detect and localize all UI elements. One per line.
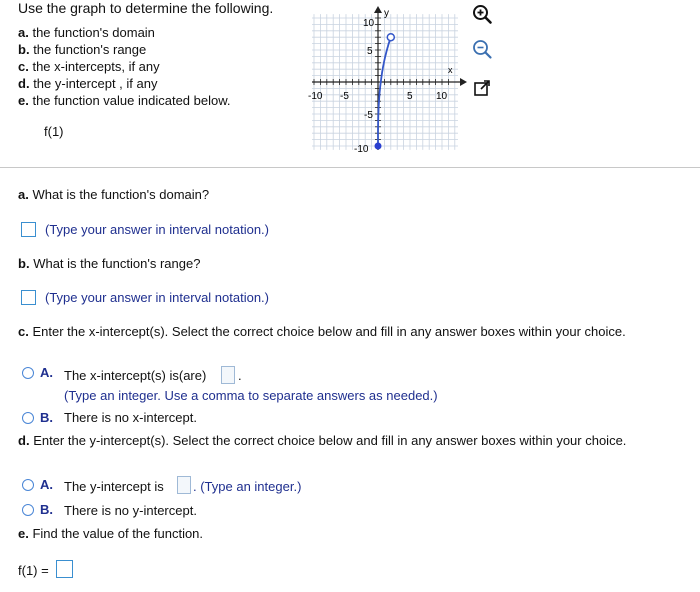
domain-hint: (Type your answer in interval notation.) [45,222,269,237]
y-intercept-hint-text: . (Type an integer.) [193,479,302,494]
question-text: What is the function's range? [33,256,201,271]
x-intercept-option-b-radio[interactable] [22,412,34,424]
option-letter: A. [40,477,53,492]
option-letter: B. [40,410,53,425]
x-tick-label-10: 10 [436,91,448,102]
domain-answer-box[interactable] [21,222,36,237]
y-intercept-option-b-text: There is no y-intercept. [64,503,197,518]
zoom-in-icon [471,3,493,25]
zoom-in-button[interactable] [471,3,493,25]
question-letter: b. [18,256,30,271]
y-intercept-hint [193,479,301,495]
y-intercept-option-b-radio[interactable] [22,504,34,516]
range-hint: (Type your answer in interval notation.) [45,290,269,305]
function-value-label: f(1) [44,124,64,139]
task-text: the x-intercepts, if any [32,59,160,74]
x-intercept-hint: (Type an integer. Use a comma to separate answers as needed.) [64,388,438,403]
question-text: What is the function's domain? [32,187,210,202]
y-tick-label-neg10: -10 [354,144,369,155]
question-letter: d. [18,433,30,448]
task-letter: d. [18,76,30,91]
x-tick-label-5: 5 [407,91,413,102]
y-intercept-answer-box[interactable] [177,476,191,494]
range-answer-box[interactable] [21,290,36,305]
zoom-out-button[interactable] [471,38,493,60]
task-text: the function's domain [32,25,155,40]
task-c [18,59,160,75]
option-letter: B. [40,502,53,517]
y-axis-label: y [384,8,389,19]
task-e [18,93,231,109]
function-graph [308,6,468,160]
question-text: Find the value of the function. [32,526,204,541]
x-intercept-answer-box[interactable] [221,366,235,384]
question-b [18,256,200,272]
option-period: . [238,368,242,383]
popout-button[interactable] [471,78,493,100]
divider [0,167,700,168]
task-letter: c. [18,59,29,74]
question-letter: e. [18,526,29,541]
x-intercept-option-a-radio[interactable] [22,367,34,379]
question-a [18,187,209,203]
closed-endpoint [375,143,382,150]
task-b [18,42,146,58]
question-text: Enter the y-intercept(s). Select the correct choice below and fill in any answer boxes within your choice. [33,433,627,448]
question-e [18,526,203,542]
instruction-text: Use the graph to determine the following. [18,0,274,16]
question-text: Enter the x-intercept(s). Select the correct choice below and fill in any answer boxes within your choice. [32,324,626,339]
x-axis-label: x [448,65,453,75]
task-letter: e. [18,93,29,108]
task-letter: a. [18,25,29,40]
question-c [18,324,626,340]
open-endpoint [387,34,394,41]
task-text: the y-intercept , if any [33,76,158,91]
task-letter: b. [18,42,30,57]
x-tick-label-neg10: -10 [308,91,323,102]
option-letter: A. [40,365,53,380]
x-intercept-option-a-text: The x-intercept(s) is(are) [64,368,207,383]
y-tick-label-10: 10 [363,18,375,29]
y-intercept-option-a-radio[interactable] [22,479,34,491]
y-tick-label-5: 5 [367,46,373,57]
task-text: the function value indicated below. [32,93,231,108]
x-tick-label-neg5: -5 [340,91,349,102]
zoom-out-icon [471,38,493,60]
question-letter: a. [18,187,29,202]
y-intercept-option-a-text: The y-intercept is [64,479,164,494]
task-text: the function's range [33,42,147,57]
question-d [18,433,626,449]
question-letter: c. [18,324,29,339]
popout-icon [471,78,493,100]
y-tick-label-neg5: -5 [364,110,373,121]
y-axis-arrow [374,6,382,13]
x-axis-arrow [460,78,467,86]
x-intercept-option-b-text: There is no x-intercept. [64,410,197,425]
function-value-answer-label: f(1) = [18,563,49,578]
task-a [18,25,155,41]
task-d [18,76,157,92]
function-value-answer-box[interactable] [56,560,73,578]
